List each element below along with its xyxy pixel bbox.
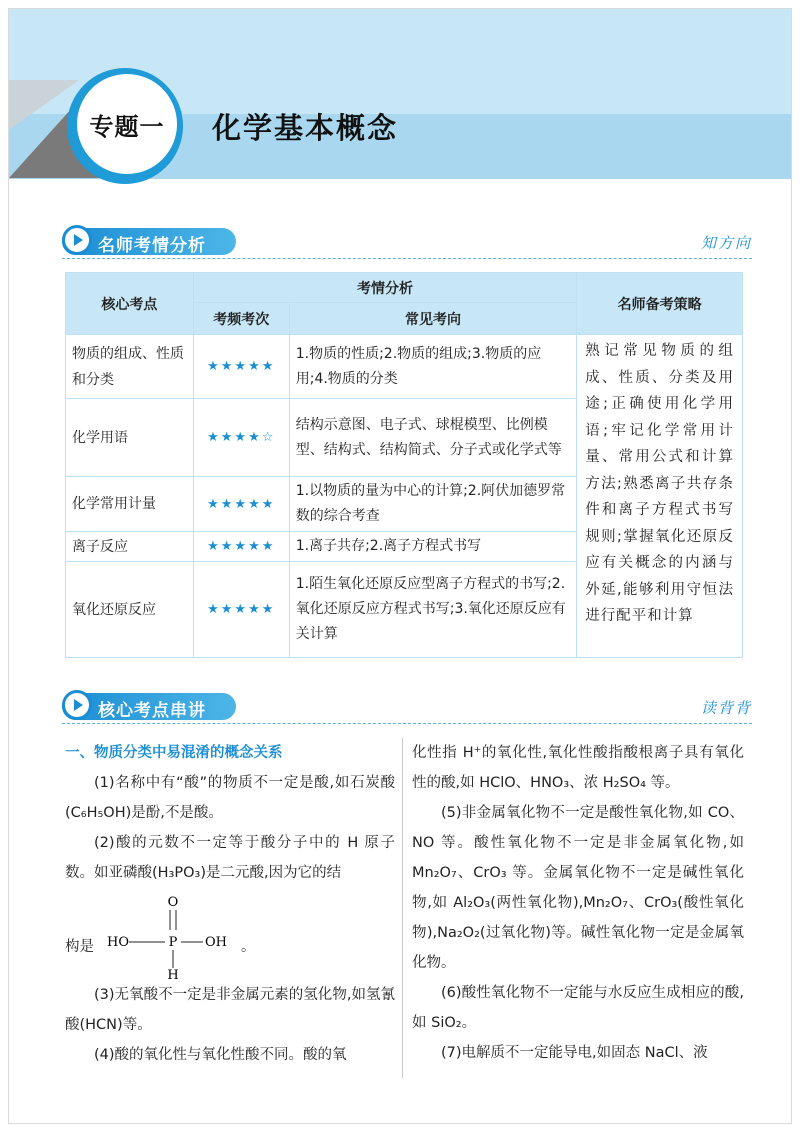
paragraph: (2)酸的元数不一定等于酸分子中的 H 原子数。如亚磷酸(H₃PO₃)是二元酸,因为它的结 bbox=[65, 835, 395, 881]
header-direction: 常见考向 bbox=[289, 303, 576, 335]
header-analysis: 考情分析 bbox=[193, 273, 576, 303]
header-frequency: 考频考次 bbox=[193, 303, 289, 335]
star-rating: ★★★★★ bbox=[193, 562, 289, 658]
subsection-heading: 一、物质分类中易混淆的概念关系 bbox=[65, 745, 283, 761]
column-divider bbox=[402, 738, 403, 1078]
paragraph: (6)酸性氧化物不一定能与水反应生成相应的酸,如 SiO₂。 bbox=[412, 985, 744, 1031]
paragraph: (1)名称中有“酸”的物质不一定是酸,如石炭酸(C₆H₅OH)是酚,不是酸。 bbox=[65, 775, 395, 821]
strategy-text: 熟记常见物质的组成、性质、分类及用途;正确使用化学用语;牢记化学常用计量、常用公式和计算方法;熟悉离子共存条件和离子方程式书写规则;掌握氧化还原反应有关概念的内涵与外延,能够利用守恒法进行配平和计算 bbox=[577, 335, 743, 658]
row-direction: 结构示意图、电子式、球棍模型、比例模型、结构式、结构简式、分子式或化学式等 bbox=[289, 399, 576, 477]
row-direction: 1.以物质的量为中心的计算;2.阿伏加德罗常数的综合考查 bbox=[289, 477, 576, 532]
atom-o: O bbox=[167, 895, 179, 910]
row-direction: 1.离子共存;2.离子方程式书写 bbox=[289, 532, 576, 562]
atom-h: H bbox=[167, 968, 179, 980]
paragraph: (5)非金属氧化物不一定是酸性氧化物,如 CO、NO 等。酸性氧化物不一定是非金属氧化物,如 Mn₂O₇、CrO₃ 等。金属氧化物不一定是碱性氧化物,如 Al₂O₃(两性氧化物),Mn₂O₇、CrO₃(酸性氧化物),Na₂O₂(过氧化物)等。碱性氧化物一定是金属氧化物。 bbox=[412, 805, 744, 971]
chapter-badge: 专题一 bbox=[77, 74, 177, 174]
phosphorous-acid-structure bbox=[103, 888, 233, 980]
table-row bbox=[66, 335, 743, 399]
play-icon bbox=[62, 225, 92, 255]
group-ho: HO bbox=[107, 935, 129, 950]
chapter-title: 化学基本概念 bbox=[212, 111, 399, 145]
section-rule bbox=[62, 258, 752, 259]
section-banner-analysis bbox=[62, 228, 752, 262]
paragraph: (7)电解质不一定能导电,如固态 NaCl、液 bbox=[441, 1045, 708, 1061]
section-title: 核心考点串讲 bbox=[98, 701, 206, 721]
paragraph: (4)酸的氧化性与氧化性酸不同。酸的氧 bbox=[94, 1047, 347, 1063]
row-topic: 离子反应 bbox=[66, 532, 194, 562]
star-rating: ★★★★★ bbox=[193, 477, 289, 532]
row-topic: 化学用语 bbox=[66, 399, 194, 477]
row-topic: 物质的组成、性质和分类 bbox=[66, 335, 194, 399]
left-column bbox=[65, 738, 395, 1070]
row-direction: 1.陌生氧化还原反应型离子方程式的书写;2.氧化还原反应方程式书写;3.氧化还原反应有关计算 bbox=[289, 562, 576, 658]
exam-analysis-table bbox=[65, 272, 743, 658]
section-title: 名师考情分析 bbox=[98, 236, 206, 256]
play-icon bbox=[62, 690, 92, 720]
section-banner-core bbox=[62, 693, 752, 727]
structural-formula-line bbox=[65, 888, 395, 980]
row-topic: 化学常用计量 bbox=[66, 477, 194, 532]
star-rating: ★★★★★ bbox=[193, 532, 289, 562]
paragraph: 化性指 H⁺的氧化性,氧化性酸指酸根离子具有氧化性的酸,如 HClO、HNO₃、浓 H₂SO₄ 等。 bbox=[412, 745, 744, 791]
right-column bbox=[412, 738, 744, 1068]
row-topic: 氧化还原反应 bbox=[66, 562, 194, 658]
section-rule bbox=[62, 723, 752, 724]
atom-p: P bbox=[168, 935, 178, 950]
section-tag: 知方向 bbox=[700, 234, 752, 252]
star-rating: ★★★★★ bbox=[193, 335, 289, 399]
paragraph: (3)无氧酸不一定是非金属元素的氢化物,如氢氰酸(HCN)等。 bbox=[65, 987, 395, 1033]
header-strategy: 名师备考策略 bbox=[577, 273, 743, 335]
star-rating: ★★★★☆ bbox=[193, 399, 289, 477]
formula-lead-text: 构是 bbox=[65, 939, 94, 955]
formula-end-text: 。 bbox=[241, 939, 256, 955]
section-tag: 读背背 bbox=[700, 699, 752, 717]
row-direction: 1.物质的性质;2.物质的组成;3.物质的应用;4.物质的分类 bbox=[289, 335, 576, 399]
header-core-topic: 核心考点 bbox=[66, 273, 194, 335]
group-oh: OH bbox=[205, 935, 227, 950]
